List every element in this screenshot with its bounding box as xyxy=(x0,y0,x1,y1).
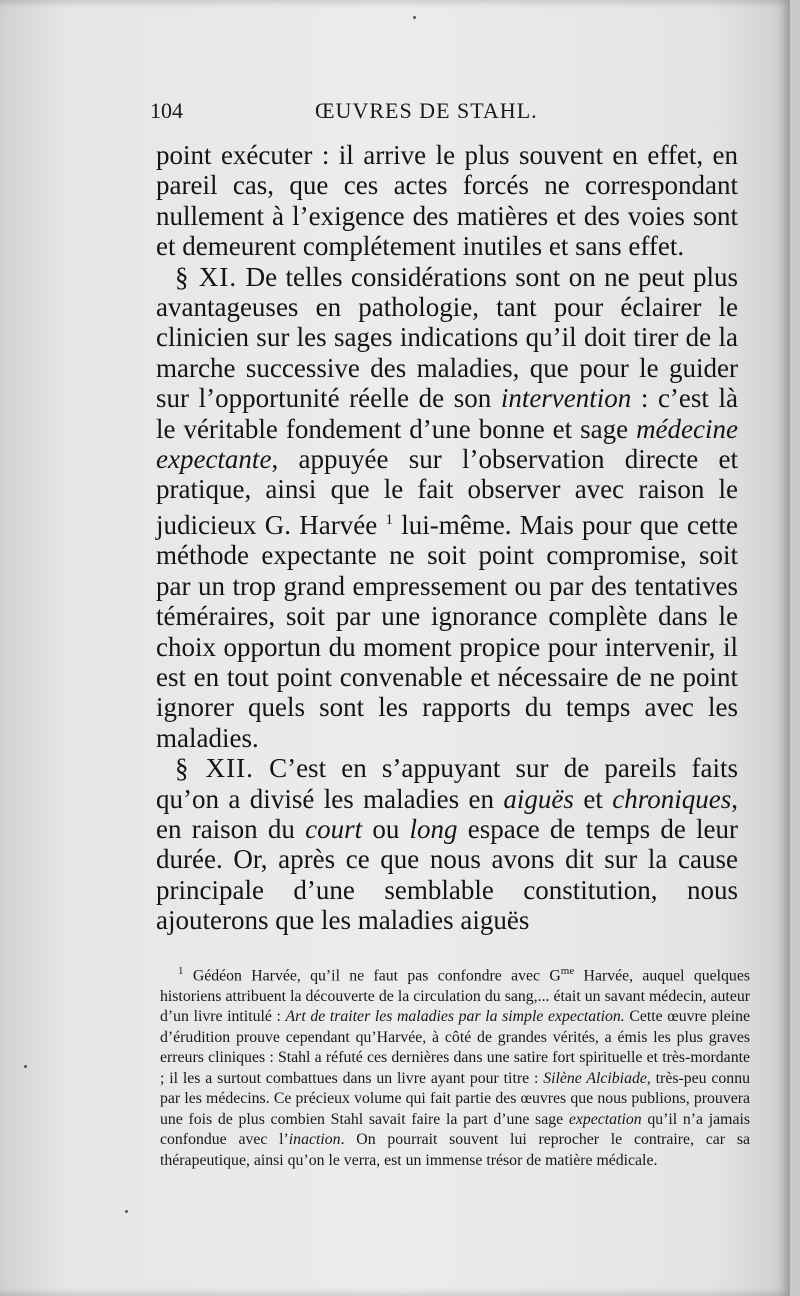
print-speck xyxy=(125,1210,128,1213)
paragraph-section-xi: § XI. De telles considérations sont on ne peut plus avantageuses en pathologie, tant pour éclairer le clinicien sur les sages indications qu’il doit tirer de la marche successive des maladies, que pour le guider sur l’opportunité réelle de son intervention : c’est là le véritable fondement d’une bonne et sage médecine expectante, appuyée sur l’observation directe et pratique, ainsi que le fait observer avec raison le judicieux G. Harvée $^1$ lui-même. Mais pour que cette méthode expectante ne soit point compromise, soit par un trop grand empressement ou par des tentatives téméraires, soit par une ignorance complète dans le choix opportun du moment propice pour intervenir, il est en tout point convenable et nécessaire de ne point ignorer quels sont les rapports du temps avec les maladies. xyxy=(156,261,738,753)
print-speck xyxy=(24,1065,27,1068)
print-speck xyxy=(413,16,416,19)
italic-term: médecine expectante xyxy=(156,413,738,475)
italic-term: court xyxy=(305,813,363,844)
section-mark-xi: § XI. xyxy=(175,261,238,292)
italic-term: chroniques xyxy=(612,783,732,814)
italic-term: aiguës xyxy=(503,783,574,814)
footnote-mark: 1 xyxy=(178,965,184,977)
page-number: 104 xyxy=(150,98,183,123)
main-text xyxy=(156,140,738,936)
footnote xyxy=(160,961,750,1171)
running-title: ŒUVRES DE STAHL. xyxy=(315,98,538,123)
footnote-text: $^1$ Gédéon Harvée, qu’il ne faut pas confondre avec $G^{me}$ Harvée, auquel quelques historiens attribuent la découverte de la circulation du sang,... était un savant médecin, auteur d’un livre intitulé : Art de traiter les maladies par la simple expectation. Cette œuvre pleine d’érudition prouve cependant qu’Harvée, à côté de grandes vérités, a émis les plus graves erreurs cliniques : Stahl a réfuté ces dernières dans une satire fort spirituelle et très-mordante ; il les a surtout combattues dans un livre ayant pour titre : Silène Alcibiade, très-peu connu par les médecins. Ce précieux volume qui fait partie des œuvres que nous publions, prouvera une fois de plus combien Stahl savait faire la part d’une sage expectation qu’il n’a jamais confondue avec l’inaction. On pourrait souvent lui reprocher le contraire, car sa thérapeutique, ainsi qu’on le verra, est un immense trésor de matière médicale. xyxy=(160,965,751,1169)
section-mark-xii: § XII. xyxy=(175,753,254,784)
italic-term: intervention xyxy=(500,383,632,414)
footnote-reference: 1 xyxy=(385,511,393,528)
italic-term: long xyxy=(409,813,458,844)
paragraph-section-xii: § XII. C’est en s’appuyant sur de pareils faits qu’on a divisé les maladies en aiguës et chroniques, en raison du court ou long espace de temps de leur durée. Or, après ce que nous avons dit sur la cause principale d’une semblable constitution, nous ajouterons que les maladies aiguës xyxy=(156,753,739,936)
paragraph-continuation: point exécuter : il arrive le plus souvent en effet, en pareil cas, que ces actes forcés ne correspondant nullement à l’exigence des matières et des voies sont et demeurent complétement inutiles et sans effet. xyxy=(156,140,738,262)
